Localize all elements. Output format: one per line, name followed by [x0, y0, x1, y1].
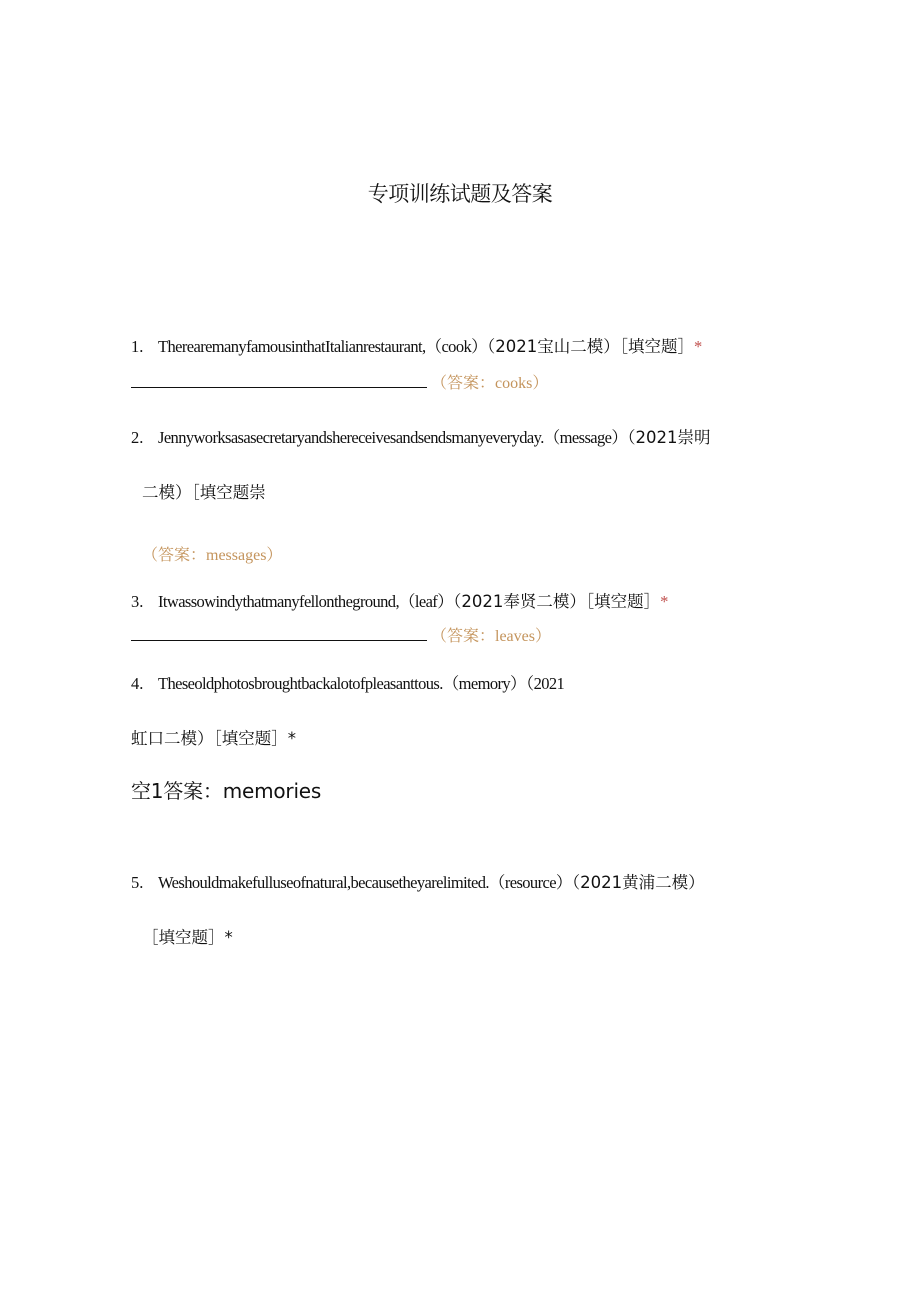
question-number: 3.	[131, 592, 144, 611]
question-text-cont: Italianrestaurant,（cook）	[325, 337, 488, 356]
question-source: （2021宝山二模）［填空题］	[487, 337, 695, 356]
required-star: *	[660, 592, 669, 611]
question-number: 1.	[131, 337, 144, 356]
answer-row-1	[131, 370, 548, 393]
question-source: （2021黄浦二模）	[571, 873, 705, 892]
question-5-source-cont: ［填空题］*	[142, 928, 233, 947]
question-text: Weshouldmakefulluseofnatural,becausetheyarelimited.（resource）	[158, 873, 572, 892]
question-number: 4.	[131, 674, 144, 693]
question-text: Itwassowindythatmanyfellontheground,（leaf）	[158, 592, 454, 611]
document-title: 专项训练试题及答案	[367, 182, 553, 206]
question-source: （2021奉贤二模）［填空题］	[453, 592, 661, 611]
question-text: Jennyworksasasecretaryandshereceivesandsendsmanyeveryday.（message）	[158, 428, 628, 447]
answer-row-3	[131, 623, 551, 646]
question-number: 2.	[131, 428, 144, 447]
answer-text: （答案：cooks）	[431, 375, 549, 392]
question-3	[131, 588, 668, 612]
question-2	[131, 424, 711, 448]
question-2-source-cont: 二模）［填空题崇	[142, 483, 266, 502]
answer-text-4: 空1答案：memories	[131, 779, 322, 803]
required-star: *	[694, 337, 703, 356]
question-4-source-cont: 虹口二模）［填空题］*	[131, 729, 296, 748]
question-5	[131, 869, 705, 893]
question-source: （2021崇明	[627, 428, 711, 447]
question-1	[131, 333, 702, 357]
question-text: Therearemanyfamousinthat	[158, 337, 326, 356]
question-text: Theseoldphotosbroughtbackalotofpleasanttous.（memory）（2021	[158, 674, 565, 693]
answer-text-2: （答案：messages）	[142, 547, 283, 564]
question-number: 5.	[131, 873, 144, 892]
answer-blank[interactable]	[131, 639, 427, 641]
question-4	[131, 670, 564, 694]
answer-text: （答案：leaves）	[431, 628, 551, 645]
answer-blank[interactable]	[131, 386, 427, 388]
